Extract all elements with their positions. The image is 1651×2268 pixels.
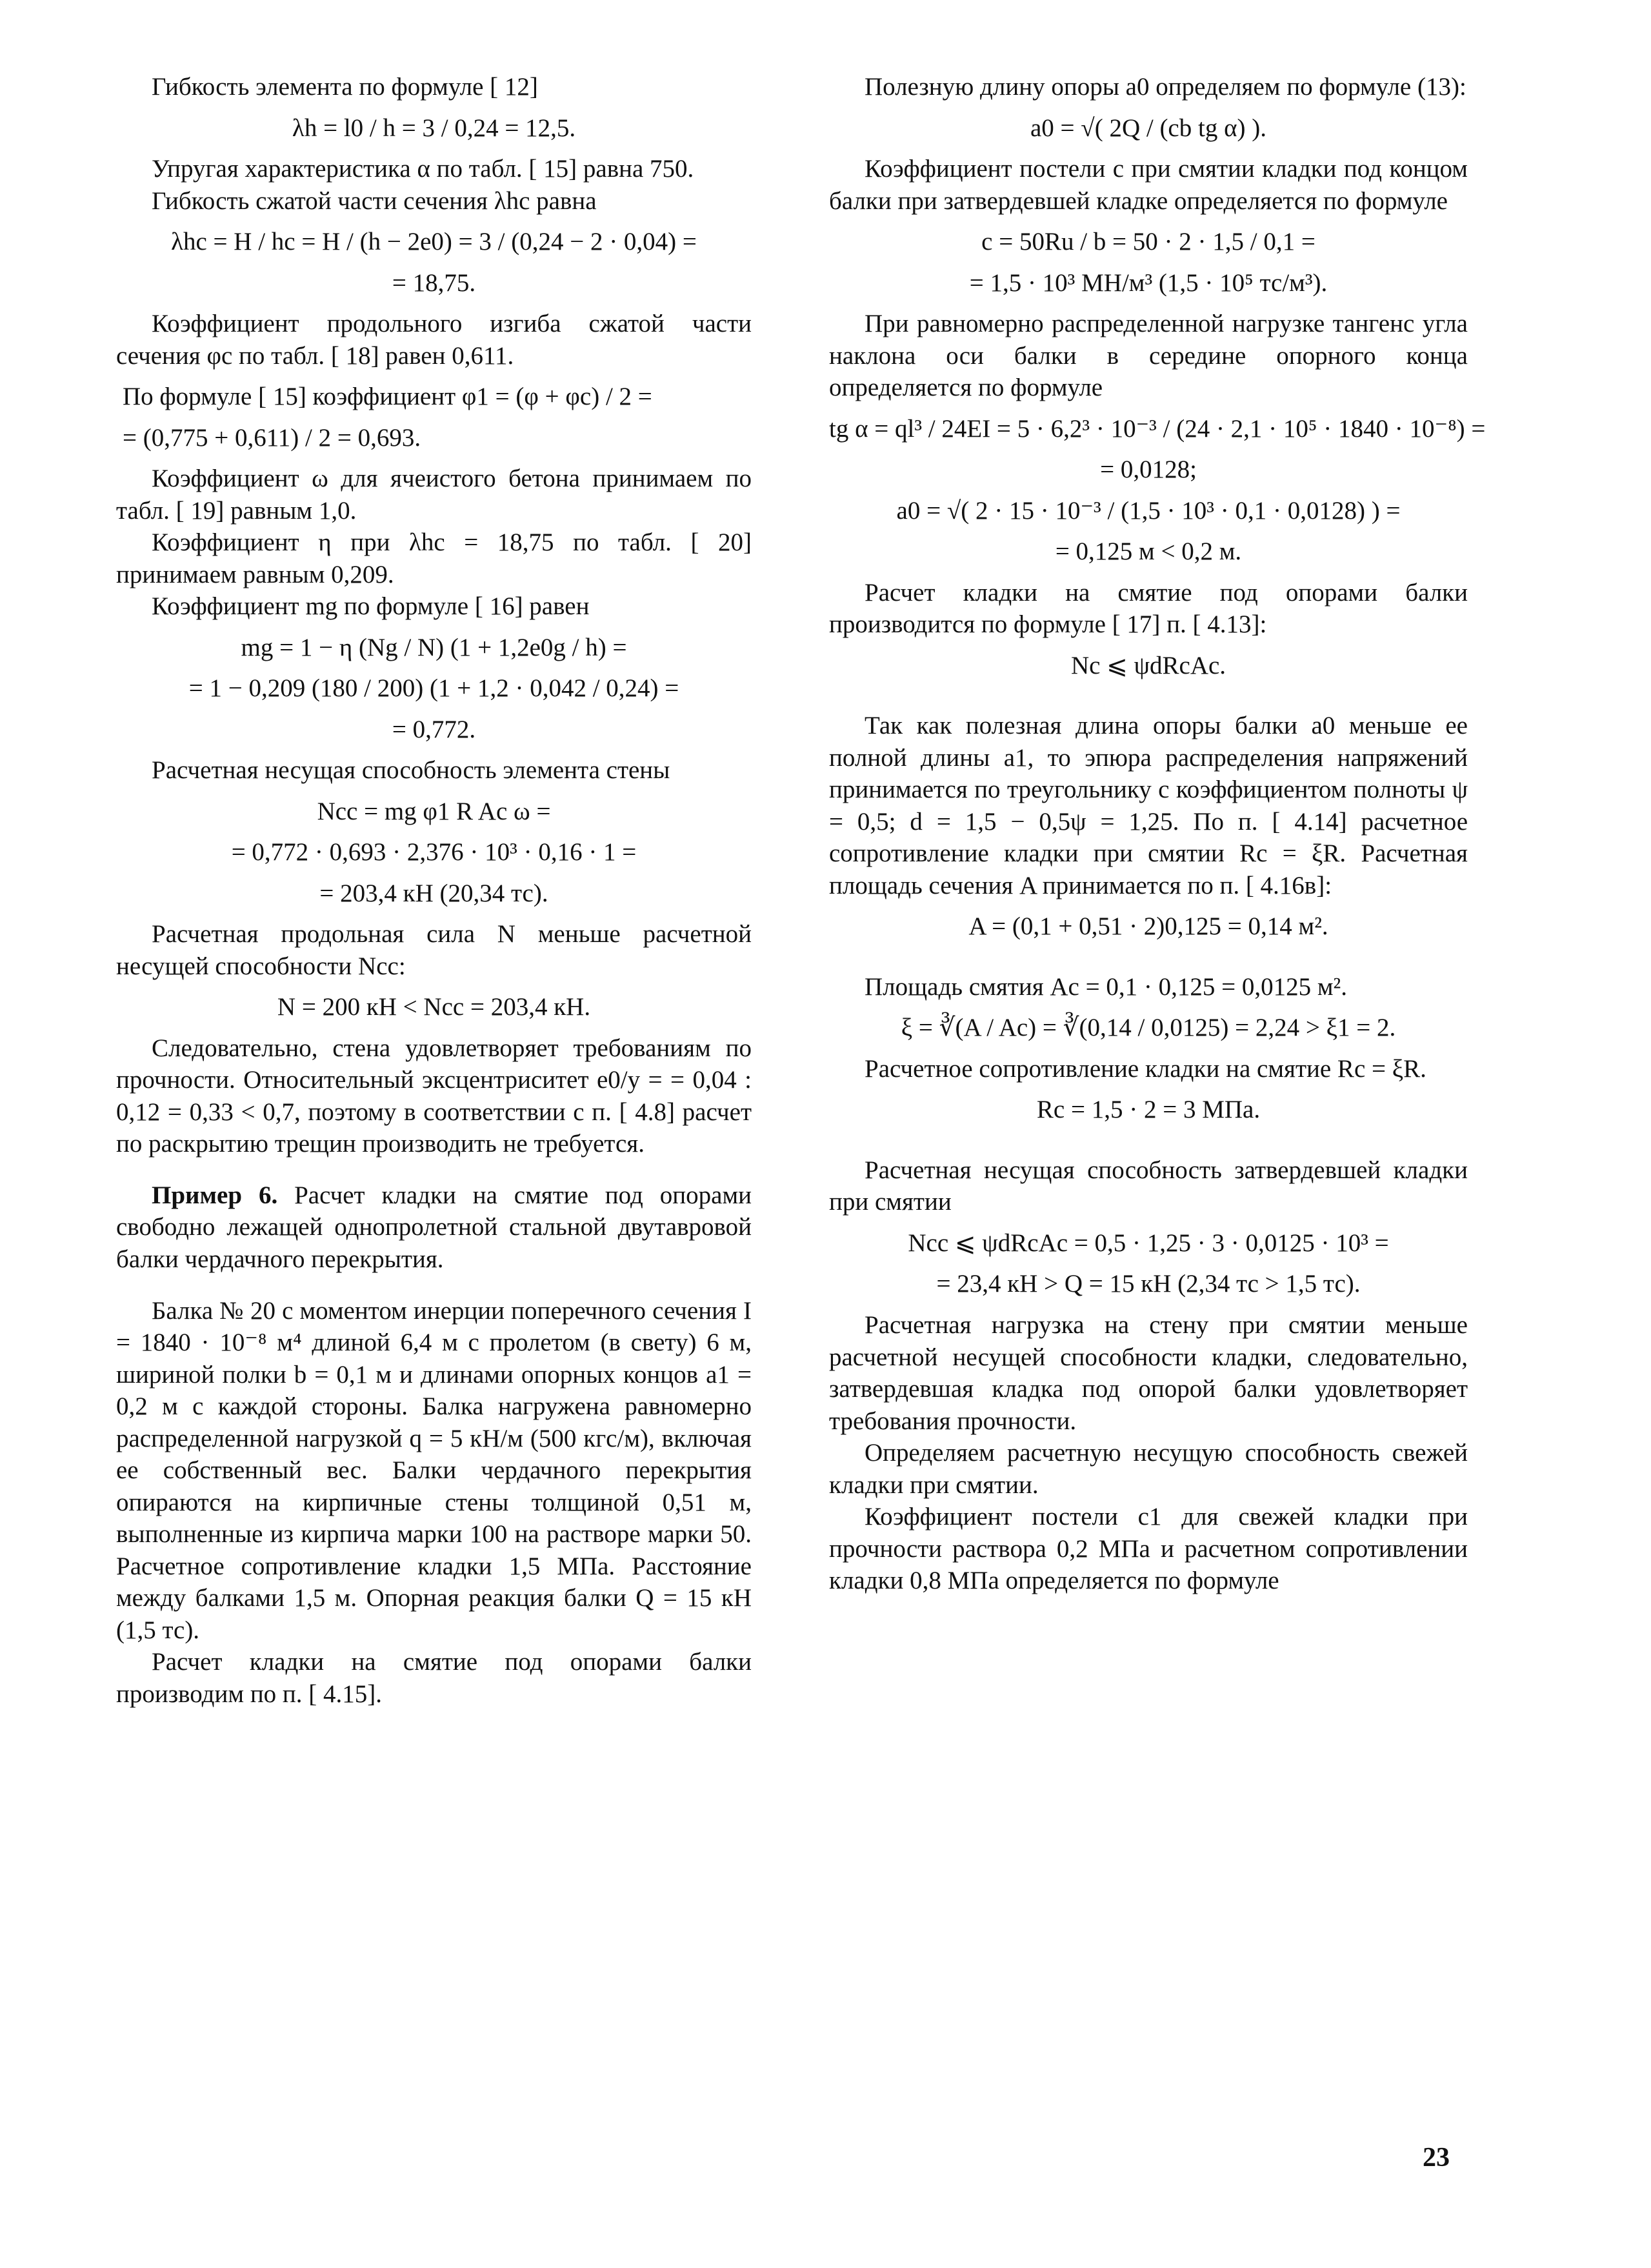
paragraph: Расчетное сопротивление кладки на смятие Rc = ξR.	[865, 1054, 1426, 1083]
page-number: 23	[1423, 2143, 1450, 2173]
paragraph: Расчетная несущая способность затвердевшей кладки при смятии	[829, 1156, 1468, 1216]
right-column	[829, 71, 1486, 1597]
formula: = 0,772.	[392, 715, 476, 743]
paragraph: Расчетная несущая способность элемента стены	[152, 756, 670, 785]
paragraph: Так как полезная длина опоры балки a0 меньше ее полной длины a1, то эпюра распределения напряжений принимается по треугольнику с коэффициентом полноты ψ = 0,5; d = 1,5 − 0,5ψ = 1,25. По п. [ 4.14] расчетное сопротивление кладки при смятии Rc = ξR. Расчетная площадь сечения A принимается по п. [ 4.16в]:	[829, 712, 1468, 899]
paragraph: Упругая характеристика α по табл. [ 15] равна 750.	[152, 155, 694, 183]
paragraph: Расчетная продольная сила N меньше расчетной несущей способности Ncc:	[116, 920, 752, 980]
left-column	[116, 71, 752, 1710]
formula: Nc ⩽ ψdRcAc.	[1070, 651, 1226, 679]
formula: Ncc ⩽ ψdRcAc = 0,5 · 1,25 · 3 · 0,0125 · 10³ =	[908, 1229, 1389, 1257]
example-text: Расчет кладки на смятие под опорами свободно лежащей однопролетной стальной двутавровой балки чердачного перекрытия.	[116, 1181, 752, 1273]
paragraph: Коэффициент η при λhc = 18,75 по табл. [ 20] принимаем равным 0,209.	[116, 528, 752, 588]
formula: ξ = ∛(A / Ac) = ∛(0,14 / 0,0125) = 2,24 > ξ1 = 2.	[901, 1014, 1396, 1042]
formula: = 0,0128;	[1100, 456, 1197, 484]
formula: = 18,75.	[392, 268, 476, 297]
formula: A = (0,1 + 0,51 · 2)0,125 = 0,14 м².	[968, 912, 1328, 941]
paragraph: Расчетная нагрузка на стену при смятии меньше расчетной несущей способности кладки, следовательно, затвердевшая кладка под опорой балки удовлетворяет требования прочности.	[829, 1310, 1468, 1435]
paragraph: Гибкость сжатой части сечения λhc равна	[152, 186, 597, 215]
paragraph: Площадь смятия Ac = 0,1 · 0,125 = 0,0125 м².	[865, 972, 1347, 1001]
formula: = 23,4 кН > Q = 15 кН (2,34 тс > 1,5 тс).	[936, 1270, 1361, 1298]
paragraph: Определяем расчетную несущую способность свежей кладки при смятии.	[829, 1439, 1468, 1499]
example-label: Пример 6.	[152, 1181, 278, 1209]
paragraph: Следовательно, стена удовлетворяет требованиям по прочности. Относительный эксцентриситет e0/y = = 0,04 : 0,12 = 0,33 < 0,7, поэтому в соответствии с п. [ 4.8] расчет по раскрытию трещин производить не требуется.	[116, 1034, 752, 1158]
formula: λh = l0 / h = 3 / 0,24 = 12,5.	[292, 114, 576, 142]
paragraph: Балка № 20 с моментом инерции поперечного сечения I = 1840 · 10⁻⁸ м⁴ длиной 6,4 м с пролетом (в свету) 6 м, шириной полки b = 0,1 м и длинами опорных концов a1 = 0,2 м с каждой стороны. Балка нагружена равномерно распределенной нагрузкой q = 5 кН/м (500 кгс/м), включая ее собственный вес. Балки чердачного перекрытия опираются на кирпичные стены толщиной 0,51 м, выполненные из кирпича марки 100 на растворе марки 50. Расчетное сопротивление кладки 1,5 МПа. Расстояние между балками 1,5 м. Опорная реакция балки Q = 15 кН (1,5 тс).	[116, 1296, 752, 1644]
paragraph: Гибкость элемента по формуле [ 12]	[152, 73, 538, 101]
formula: Rc = 1,5 · 2 = 3 МПа.	[1036, 1096, 1261, 1124]
formula: Ncc = mg φ1 R Ac ω =	[317, 797, 551, 825]
paragraph: Полезную длину опоры a0 определяем по формуле (13):	[865, 73, 1466, 101]
paragraph: При равномерно распределенной нагрузке тангенс угла наклона оси балки в середине опорного конца определяется по формуле	[829, 310, 1468, 402]
formula: a0 = √( 2Q / (cb tg α) ).	[1030, 114, 1266, 142]
paragraph: Коэффициент продольного изгиба сжатой части сечения φc по табл. [ 18] равен 0,611.	[116, 310, 752, 370]
formula: λhc = H / hc = H / (h − 2e0) = 3 / (0,24 − 2 · 0,04) =	[171, 228, 697, 256]
formula: По формуле [ 15] коэффициент φ1 = (φ + φc) / 2 =	[123, 383, 652, 411]
formula: mg = 1 − η (Ng / N) (1 + 1,2e0g / h) =	[241, 633, 627, 661]
paragraph: Расчет кладки на смятие под опорами балки производим по п. [ 4.15].	[116, 1648, 752, 1708]
formula: = 203,4 кН (20,34 тс).	[319, 879, 548, 907]
formula: a0 = √( 2 · 15 · 10⁻³ / (1,5 · 10³ · 0,1 · 0,0128) ) =	[896, 496, 1401, 525]
formula: = 1 − 0,209 (180 / 200) (1 + 1,2 · 0,042 / 0,24) =	[188, 674, 679, 703]
paragraph: Коэффициент постели c при смятии кладки под концом балки при затвердевшей кладке определяется по формуле	[829, 155, 1468, 215]
paragraph: Коэффициент mg по формуле [ 16] равен	[152, 592, 590, 621]
formula: = 0,772 · 0,693 · 2,376 · 10³ · 0,16 · 1 =	[231, 838, 637, 867]
paragraph: Коэффициент постели c1 для свежей кладки при прочности раствора 0,2 МПа и расчетном сопротивлении кладки 0,8 МПа определяется по формуле	[829, 1503, 1468, 1595]
paragraph: Коэффициент ω для ячеистого бетона принимаем по табл. [ 19] равным 1,0.	[116, 465, 752, 525]
formula: = 1,5 · 10³ МН/м³ (1,5 · 10⁵ тс/м³).	[969, 268, 1328, 297]
formula: tg α = ql³ / 24EI = 5 · 6,2³ · 10⁻³ / (24 · 2,1 · 10⁵ · 1840 · 10⁻⁸) =	[829, 414, 1486, 443]
formula: = 0,125 м < 0,2 м.	[1055, 537, 1242, 566]
formula: N = 200 кН < Ncc = 203,4 кН.	[277, 993, 591, 1021]
example-heading-paragraph	[116, 1179, 752, 1276]
formula: = (0,775 + 0,611) / 2 = 0,693.	[123, 423, 421, 452]
paragraph: Расчет кладки на смятие под опорами балки производится по формуле [ 17] п. [ 4.13]:	[829, 578, 1468, 639]
formula: c = 50Ru / b = 50 · 2 · 1,5 / 0,1 =	[981, 228, 1316, 256]
